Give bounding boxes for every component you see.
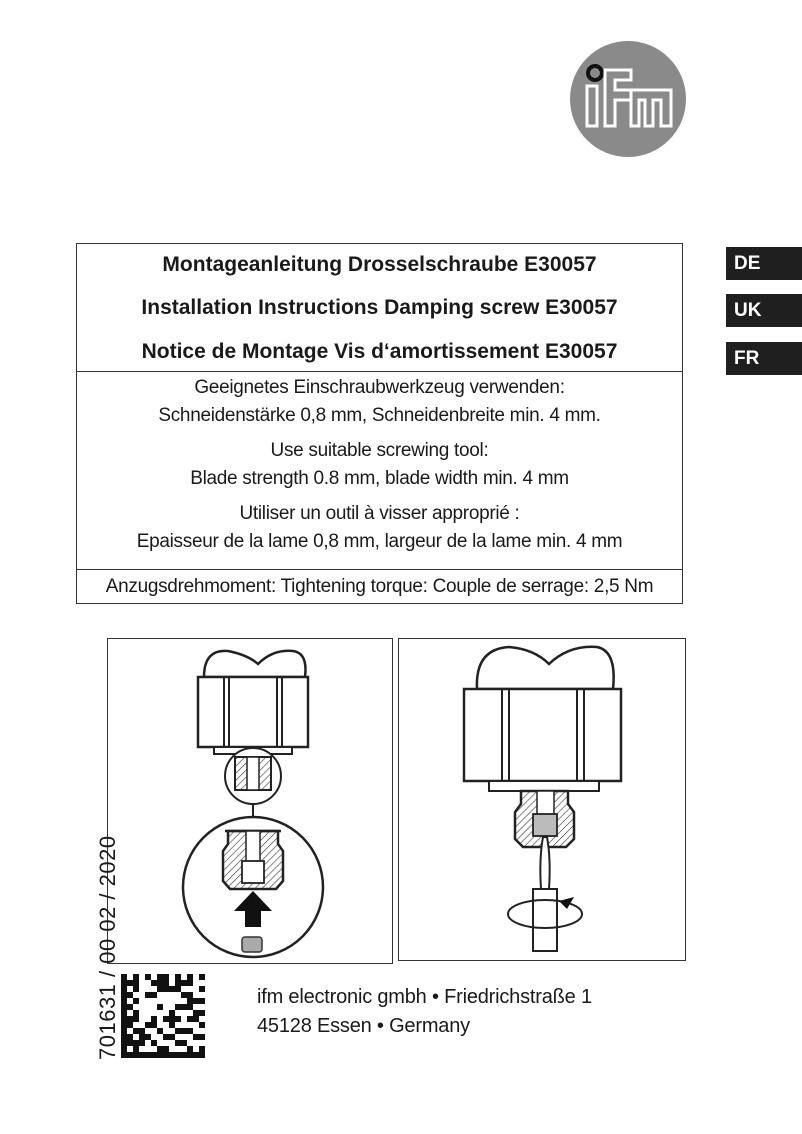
tighten-with-screwdriver-figure (398, 638, 686, 961)
instruction-fr-1: Utiliser un outil à visser approprié : (239, 503, 520, 524)
instruction-de-2: Schneidenstärke 0,8 mm, Schneidenbreite min. 4 mm. (158, 405, 601, 426)
language-tab-uk[interactable]: UK (726, 294, 802, 327)
ifm-logo-icon (569, 40, 687, 158)
insert-damping-screw-figure (107, 638, 393, 964)
title-de: Montageanleitung Drosselschraube E30057 (162, 253, 597, 276)
language-tab-de[interactable]: DE (726, 247, 802, 280)
instruction-box (76, 243, 683, 604)
company-address-line-1: ifm electronic gmbh • Friedrichstraße 1 (257, 986, 592, 1008)
language-tab-fr[interactable]: FR (726, 342, 802, 375)
title-fr: Notice de Montage Vis d‘amortissement E30057 (141, 340, 618, 363)
instructions-block (77, 371, 682, 570)
document-number: 701631 / 00 02 / 2020 (95, 835, 120, 1060)
company-address-line-2: 45128 Essen • Germany (257, 1015, 470, 1037)
title-en: Installation Instructions Damping screw E30057 (141, 296, 618, 319)
instruction-en-2: Blade strength 0.8 mm, blade width min. 4 mm (190, 468, 569, 489)
title-block (77, 244, 682, 372)
instruction-de-1: Geeignetes Einschraubwerkzeug verwenden: (194, 377, 565, 398)
instruction-en-1: Use suitable screwing tool: (270, 440, 489, 461)
datamatrix-code-icon (121, 974, 205, 1058)
instruction-fr-2: Epaisseur de la lame 0,8 mm, largeur de la lame min. 4 mm (136, 531, 623, 552)
tightening-torque: Anzugsdrehmoment: Tightening torque: Couple de serrage: 2,5 Nm (105, 576, 654, 597)
